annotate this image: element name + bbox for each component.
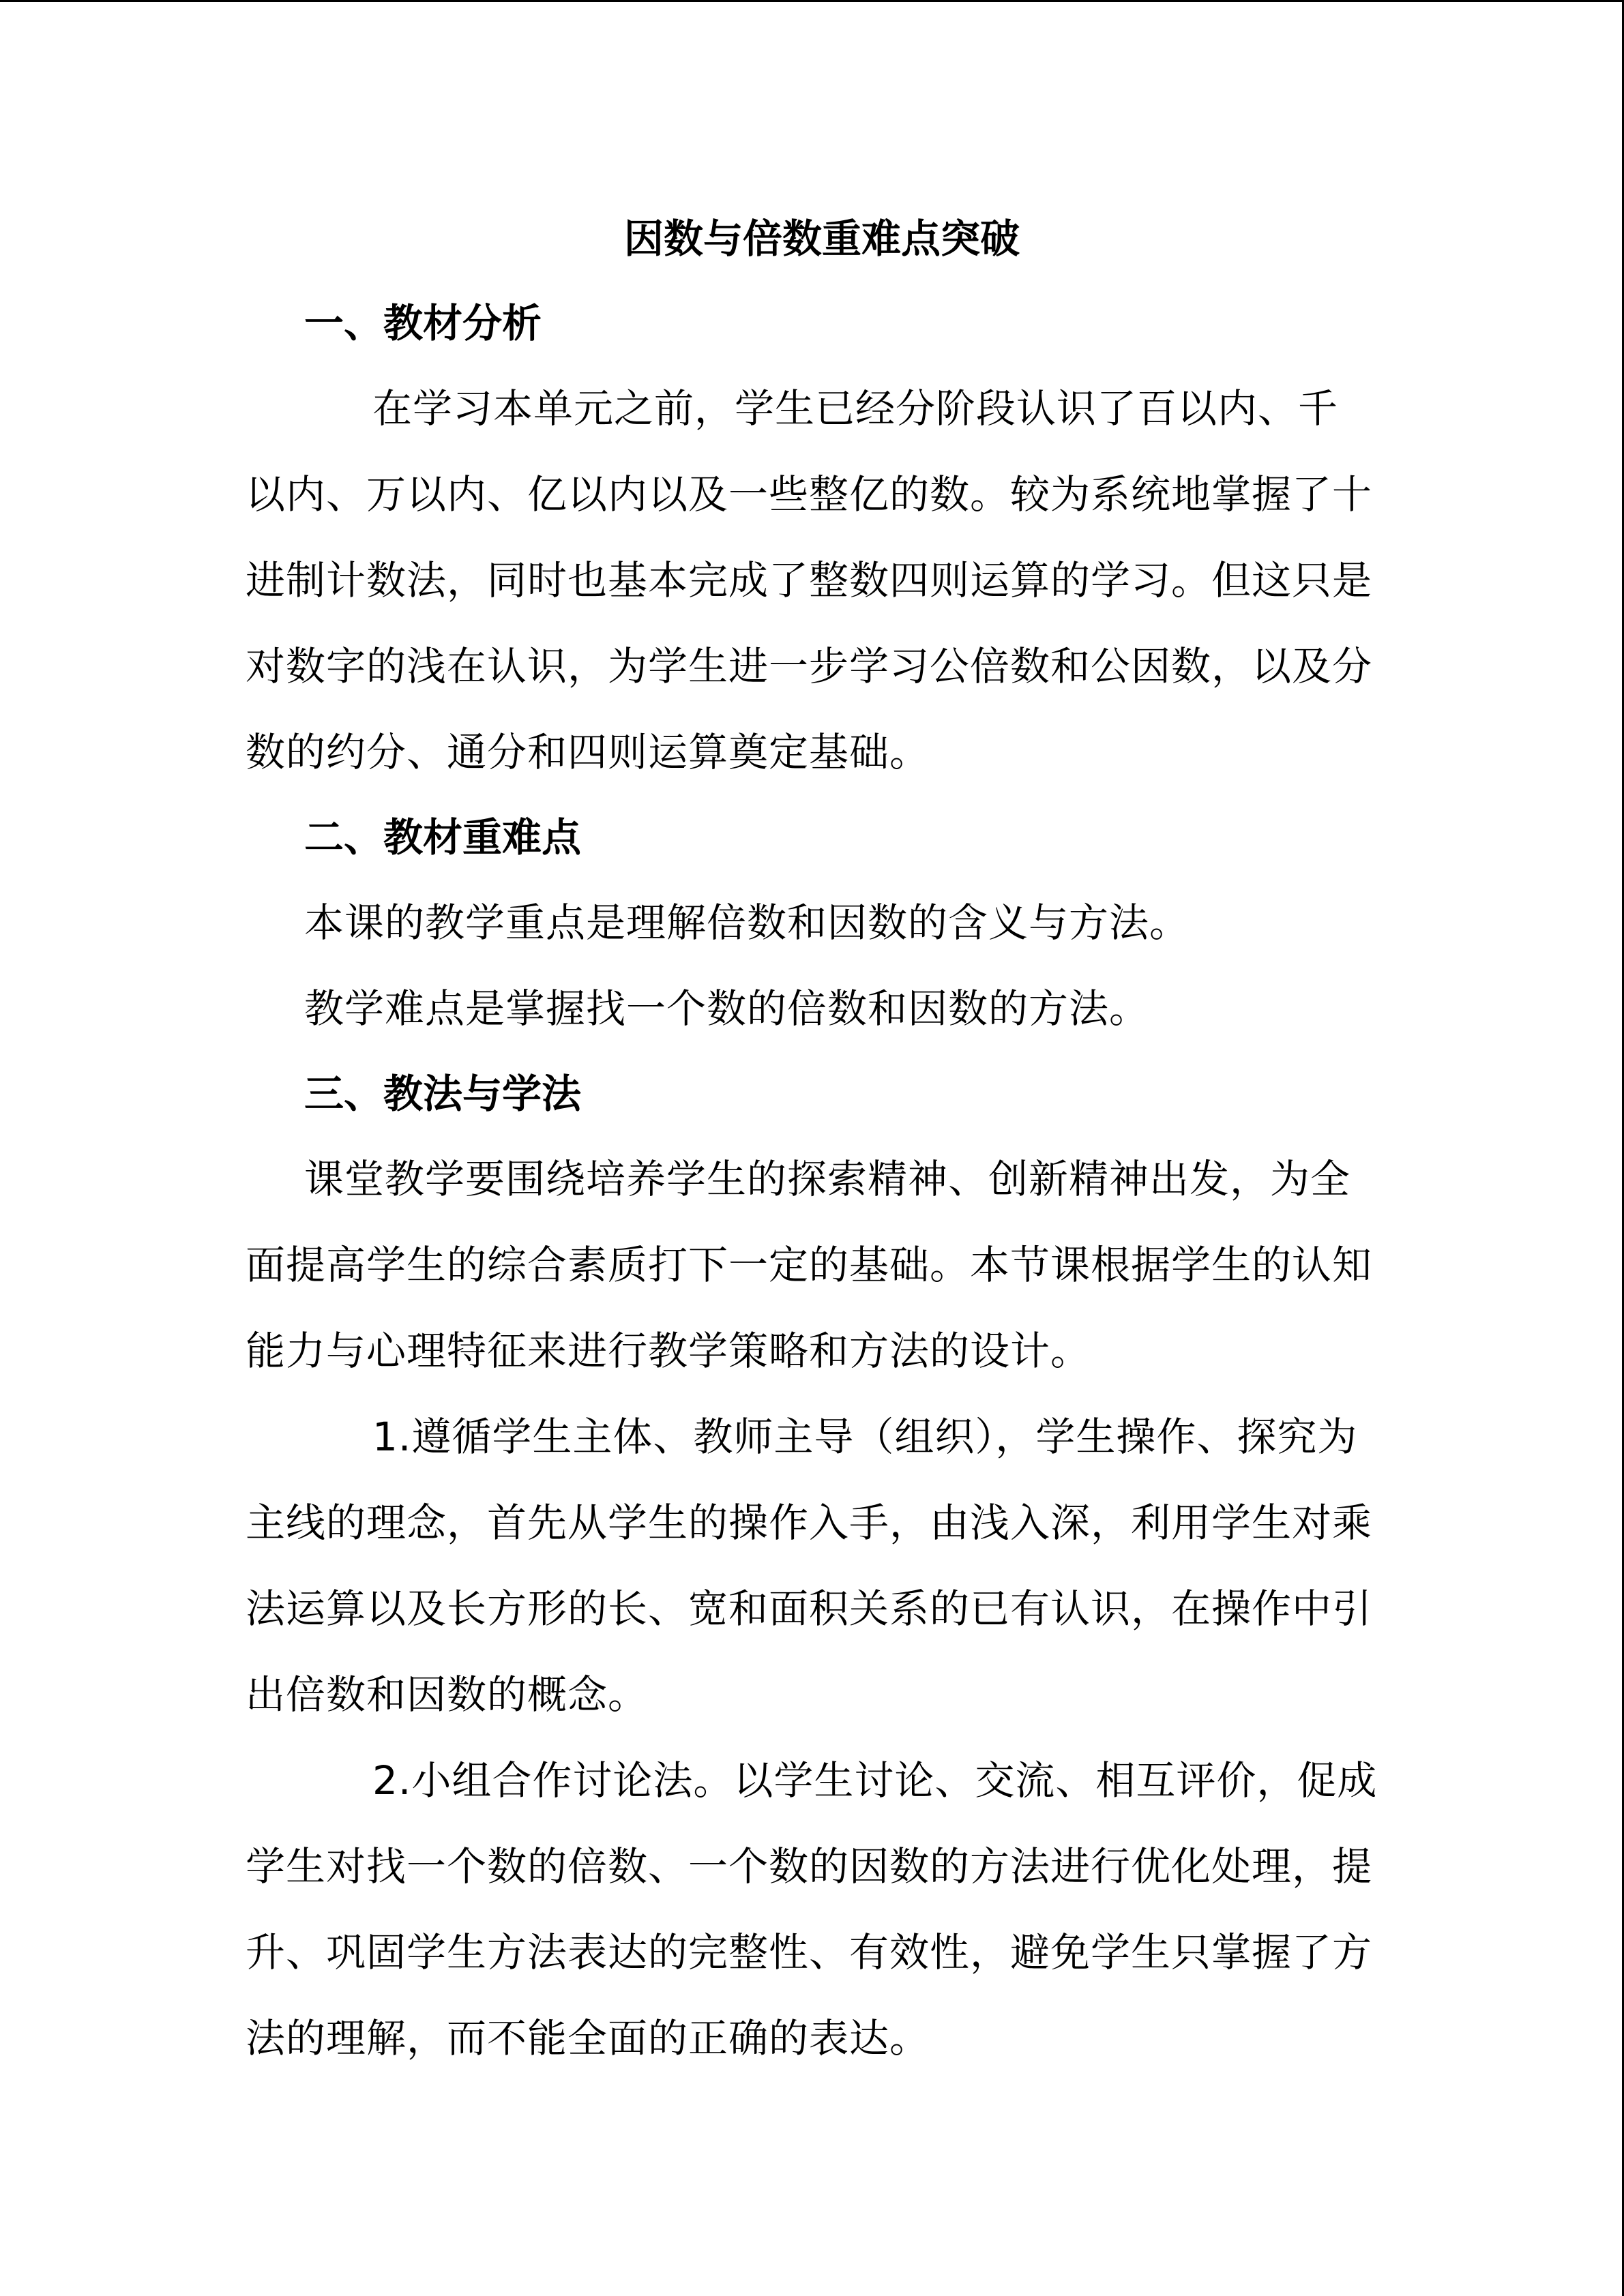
section-heading-3: 三、教法与学法	[304, 1071, 582, 1117]
title-spacer	[246, 273, 1378, 281]
section-2-paragraph-1: 本课的教学重点是理解倍数和因数的含义与方法。	[304, 899, 1190, 946]
section-1-paragraph-1: 在学习本单元之前，学生已经分阶段认识了百以内、千以内、万以内、亿以内以及一些整亿的数。较为系统地掌握了十进制计数法，同时也基本完成了整数四则运算的学习。但这只是对数字的浅在认识，为学生进一步学习公倍数和公因数，以及分数的约分、通分和四则运算奠定基础。	[246, 385, 1373, 775]
section-heading-2: 二、教材重难点	[304, 814, 582, 861]
section-3-paragraph-2: 1.遵循学生主体、教师主导（组织），学生操作、探究为主线的理念，首先从学生的操作入手，由浅入深，利用学生对乘法运算以及长方形的长、宽和面积关系的已有认识，在操作中引出倍数和因数的概念。	[246, 1414, 1373, 1718]
page-border-top	[0, 0, 1624, 2]
document-body	[246, 205, 1378, 2081]
section-heading-1: 一、教材分析	[304, 300, 542, 346]
section-3-paragraph-1: 课堂教学要围绕培养学生的探索精神、创新精神出发，为全面提高学生的综合素质打下一定的基础。本节课根据学生的认知能力与心理特征来进行教学策略和方法的设计。	[246, 1156, 1373, 1374]
document-title: 因数与倍数重难点突破	[623, 215, 1020, 262]
section-3-paragraph-3: 2.小组合作讨论法。以学生讨论、交流、相互评价，促成学生对找一个数的倍数、一个数的因数的方法进行优化处理，提升、巩固学生方法表达的完整性、有效性，避免学生只掌握了方法的理解，而不能全面的正确的表达。	[246, 1757, 1378, 2061]
section-2-paragraph-2: 教学难点是掌握找一个数的倍数和因数的方法。	[304, 985, 1150, 1032]
